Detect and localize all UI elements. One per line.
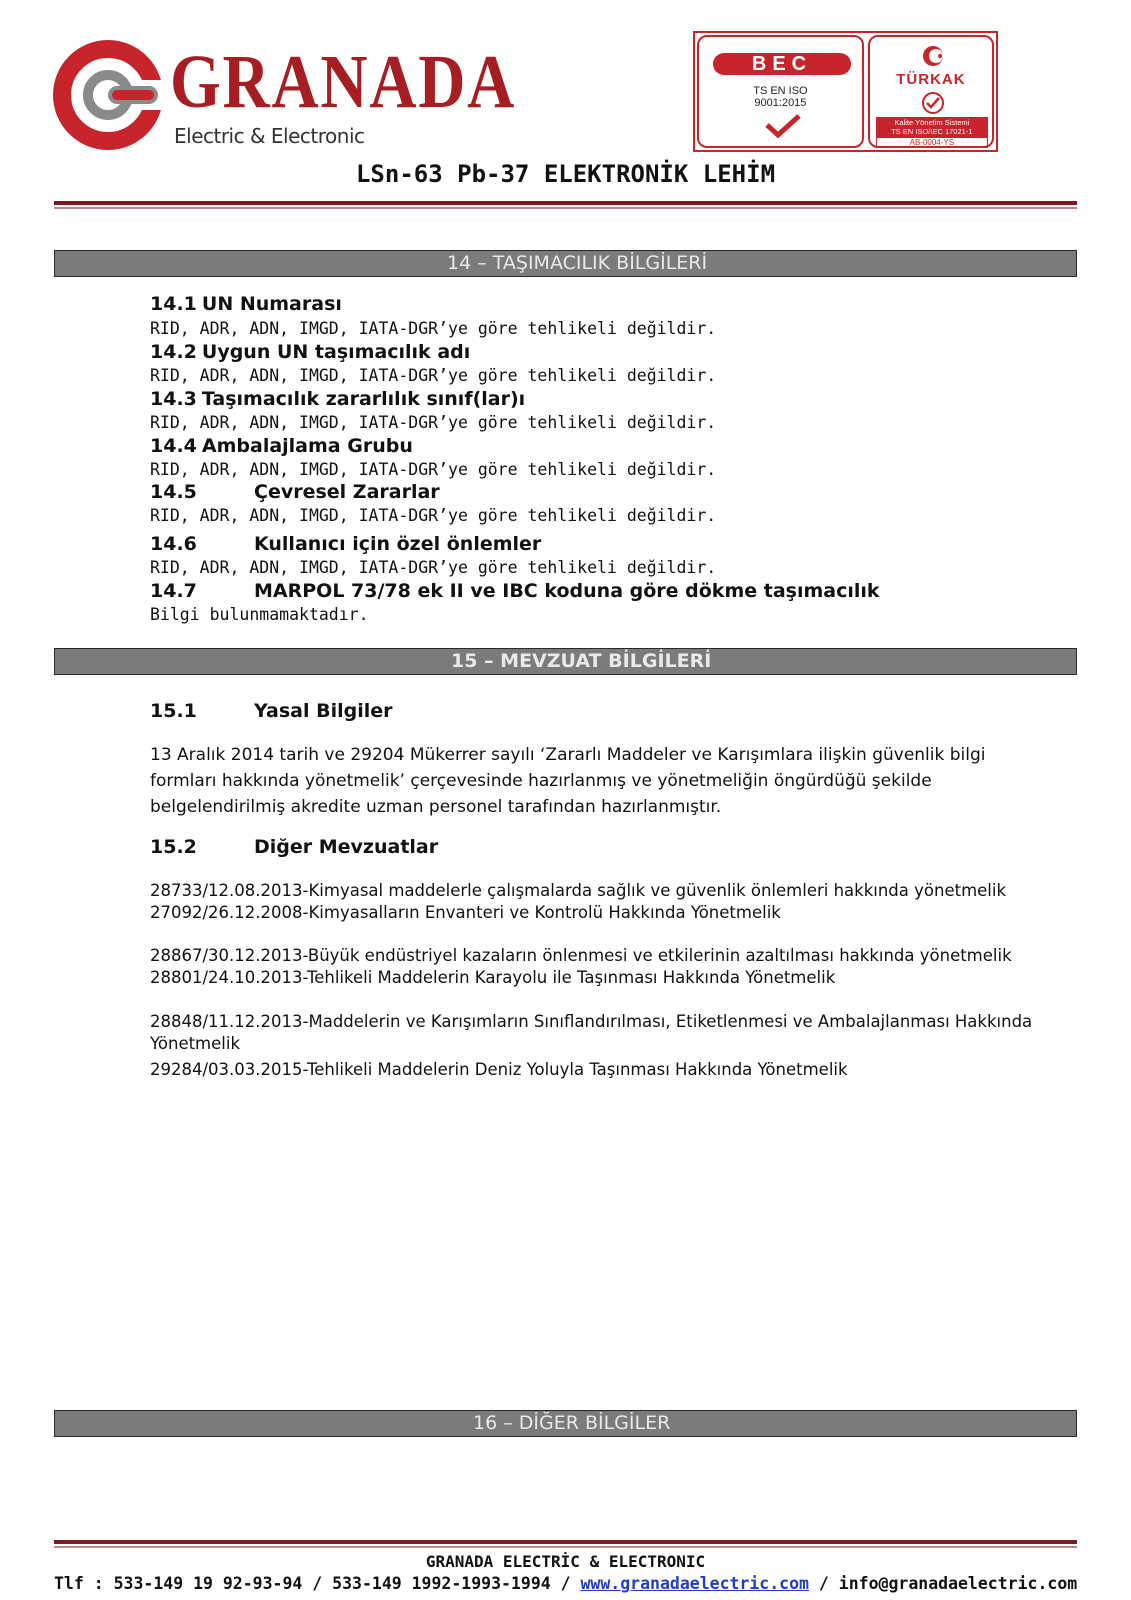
item-number: 15.2 [150,836,197,858]
item-number: 14.5 [150,481,197,503]
item-14-5-text: RID, ADR, ADN, IMGD, IATA-DGR’ye göre tehlikeli değildir. [150,506,717,525]
header-divider-thin [54,207,1077,209]
section-15-header: 15 – MEVZUAT BİLGİLERİ [54,648,1077,675]
company-logo [52,36,517,154]
item-14-3-text: RID, ADR, ADN, IMGD, IATA-DGR’ye göre tehlikeli değildir. [150,413,717,432]
item-title: UN Numarası [201,293,342,315]
item-number: 14.7 [150,580,197,602]
email-link[interactable]: info@granadaelectric.com [838,1574,1078,1593]
section-14-header: 14 – TAŞIMACILIK BİLGİLERİ [54,250,1077,277]
item-number: 14.1 [150,293,197,315]
section-16-header: 16 – DİĞER BİLGİLER [54,1410,1077,1437]
item-14-7-text: Bilgi bulunmamaktadır. [150,605,369,624]
item-14-2-text: RID, ADR, ADN, IMGD, IATA-DGR’ye göre tehlikeli değildir. [150,366,717,385]
regulation-item: 28867/30.12.2013-Büyük endüstriyel kazaların önlenmesi ve etkilerinin azaltılması hakkında yönetmelik 28801/24.10.2013-Tehlikeli Maddelerin Karayolu ile Taşınması Hakkında Yönetmelik [150,946,1012,987]
regulation-item: 28733/12.08.2013-Kimyasal maddelerle çalışmalarda sağlık ve güvenlik önlemleri hakkında yönetmelik 27092/26.12.2008-Kimyasalların Envanteri ve Kontrolü Hakkında Yönetmelik [150,881,1007,922]
website-link[interactable]: www.granadaelectric.com [580,1574,809,1593]
footer-divider-thin [54,1546,1077,1548]
item-14-4-heading [150,435,413,457]
item-number: 14.6 [150,533,197,555]
item-title: Ambalajlama Grubu [201,435,413,457]
regulation-item: 28848/11.12.2013-Maddelerin ve Karışımların Sınıflandırılması, Etiketlenmesi ve Ambalajlanması Hakkında Yönetmelik [150,1012,1033,1053]
crescent-star-icon [918,45,948,67]
footer-company: GRANADA ELECTRİC & ELECTRONIC [425,1552,706,1571]
item-14-2-heading [150,341,470,363]
item-14-6-text: RID, ADR, ADN, IMGD, IATA-DGR’ye göre tehlikeli değildir. [150,558,717,577]
bec-iso-line1: TS EN ISO [753,85,808,97]
item-14-1-text: RID, ADR, ADN, IMGD, IATA-DGR’ye göre tehlikeli değildir. [150,319,717,338]
bec-iso-line2: 9001:2015 [754,97,807,109]
certification-badges [693,31,998,152]
item-14-4-text: RID, ADR, ADN, IMGD, IATA-DGR’ye göre tehlikeli değildir. [150,460,717,479]
item-title: Taşımacılık zararlılık sınıf(lar)ı [201,388,526,410]
footer-divider [54,1540,1077,1544]
logo-text: GRANADA [170,40,517,124]
item-title: Uygun UN taşımacılık adı [201,341,471,363]
logo-subtitle: Electric & Electronic [174,124,365,148]
checkmark-icon [763,113,803,139]
item-title: Diğer Mevzuatlar [254,836,439,858]
bec-label: BEC [713,53,851,75]
document-title: LSn-63 Pb-37 ELEKTRONİK LEHİM [355,160,776,188]
item-14-6-heading [150,533,541,555]
bec-iso-standard [699,85,862,109]
item-14-7-heading [150,580,880,602]
footer-phone: Tlf : 533-149 19 92-93-94 / 533-149 1992-1993-1994 / [54,1574,571,1593]
item-15-1-heading [150,700,392,722]
item-number: 14.4 [150,435,197,457]
bec-certificate [697,35,864,148]
item-title: MARPOL 73/78 ek II ve IBC koduna göre dökme taşımacılık [254,580,880,602]
regulation-item: 29284/03.03.2015-Tehlikeli Maddelerin Deniz Yoluyla Taşınması Hakkında Yönetmelik [150,1060,848,1079]
turkak-band-line2: TS EN ISO/IEC 17021-1 [891,127,973,136]
header-divider [54,201,1077,205]
turkak-code: AB-0004-YS [876,137,988,148]
item-title: Kullanıcı için özel önlemler [254,533,542,555]
footer-separator: / [818,1574,829,1593]
item-14-1-heading [150,293,342,315]
item-title: Yasal Bilgiler [254,700,393,722]
turkak-band [876,117,988,137]
turkak-certificate [868,35,994,148]
check-circle-icon [920,91,946,115]
turkak-band-line1: Kalite Yönetim Sistemi [894,118,970,127]
item-15-2-heading [150,836,438,858]
item-number: 14.2 [150,341,197,363]
item-number: 15.1 [150,700,197,722]
item-number: 14.3 [150,388,197,410]
item-14-5-heading [150,481,440,503]
item-title: Çevresel Zararlar [254,481,440,503]
logo-mark-icon [52,36,164,154]
footer-contact [54,1574,1077,1593]
item-14-3-heading [150,388,525,410]
item-15-1-text: 13 Aralık 2014 tarih ve 29204 Mükerrer sayılı ‘Zararlı Maddeler ve Karışımlara ilişkin güvenlik bilgi formları hakkında yönetmelik’ çerçevesinde hazırlanmış ve yönetmeliğin öngürdüğü şekilde belgelendirilmiş akredite uzman personel tarafından hazırlanmıştır. [150,745,986,817]
turkak-name: TÜRKAK [896,71,966,88]
